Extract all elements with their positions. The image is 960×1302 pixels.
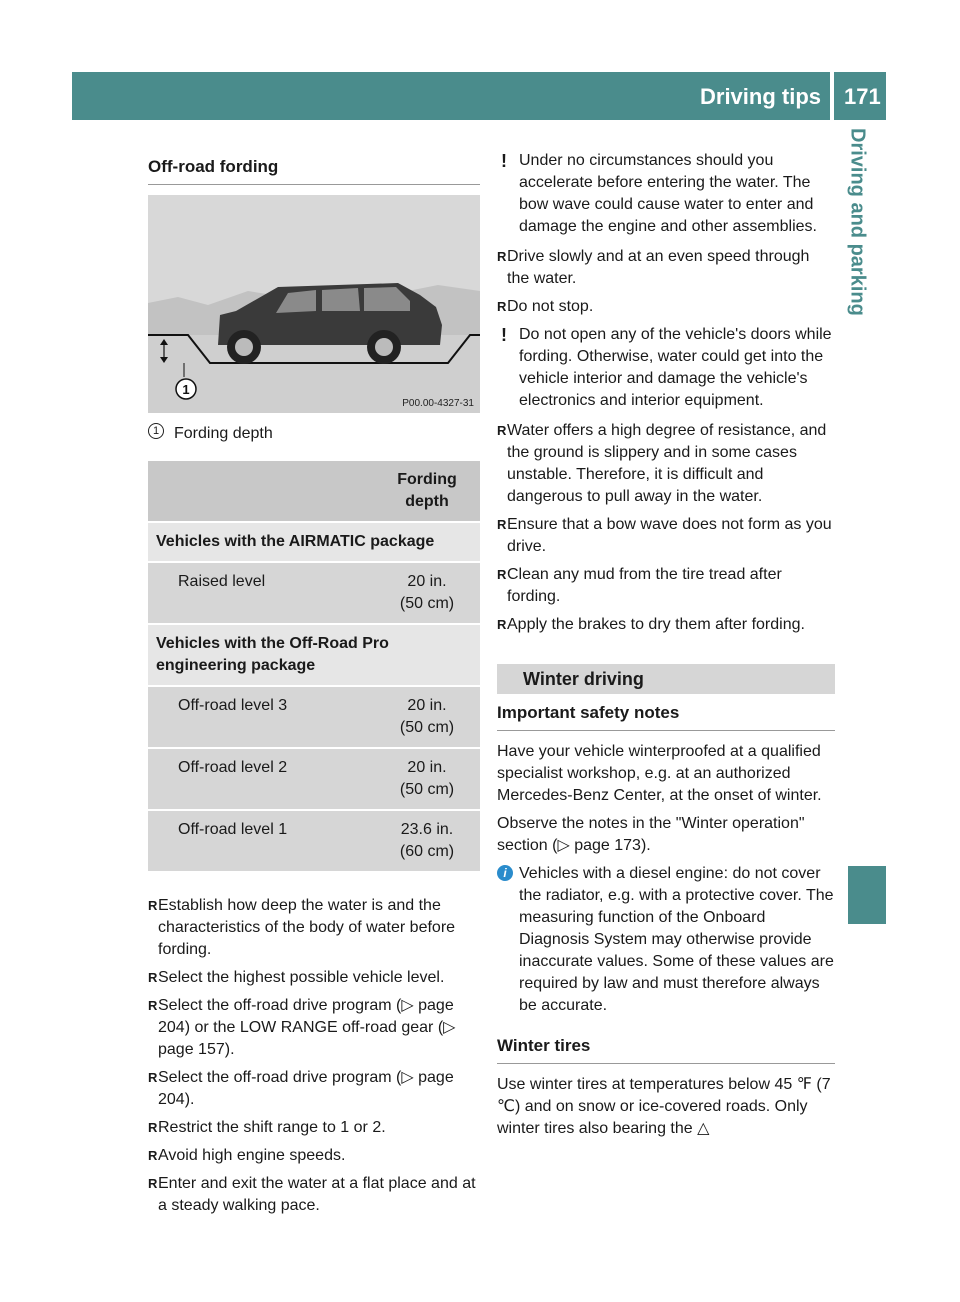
list-item: R Select the off-road drive program (▷ page 204) or the LOW RANGE off-road gear (▷ page 157). [148, 995, 480, 1061]
list-item: R Restrict the shift range to 1 or 2. [148, 1117, 480, 1139]
value-inches: 20 in. [407, 573, 447, 590]
value-inches: 20 in. [407, 759, 447, 776]
paragraph [497, 1074, 835, 1140]
table-cell-label: Raised level [148, 563, 374, 623]
list-item: R Water offers a high degree of resistance, and the ground is slippery and in some cases unstable. Therefore, it is difficult and dangerous to pull away in the water. [497, 420, 835, 508]
list-item: R Enter and exit the water at a flat place and at a steady walking pace. [148, 1173, 480, 1217]
list-item: R Ensure that a bow wave does not form as you drive. [497, 514, 835, 558]
list-item: R Avoid high engine speeds. [148, 1145, 480, 1167]
list-item: R Drive slowly and at an even speed through the water. [497, 246, 835, 290]
table-group-row [148, 625, 480, 685]
exclamation-icon: ! [501, 325, 507, 345]
table-header-fording-depth: Fording depth [374, 461, 480, 521]
table-row [148, 563, 480, 623]
table-header-row [148, 461, 480, 521]
table-header-blank [148, 461, 374, 521]
table-group-offroad-pro: Vehicles with the Off-Road Pro engineering package [148, 625, 480, 685]
warning-text: Under no circumstances should you accelerate before entering the water. The bow wave could cause water to enter and damage the engine and other assemblies. [519, 152, 817, 235]
resistance-list [497, 420, 835, 636]
list-item: R Establish how deep the water is and the characteristics of the body of water before fording. [148, 895, 480, 961]
warning-note [497, 150, 835, 238]
mountain-snowflake-icon: △ [697, 1120, 710, 1137]
value-inches: 23.6 in. [400, 821, 454, 838]
driving-list [497, 246, 835, 318]
table-row [148, 749, 480, 809]
table-row [148, 811, 480, 871]
warning-note [497, 324, 835, 412]
side-tab-marker [848, 866, 886, 924]
fording-illustration [148, 195, 480, 413]
side-tab-label: Driving and parking [846, 128, 869, 316]
header-section-title: Driving tips [700, 84, 822, 109]
value-cm: (60 cm) [399, 843, 455, 860]
figure-code: P00.00-4327-31 [402, 398, 474, 409]
table-cell-value [374, 563, 480, 623]
exclamation-icon: ! [501, 151, 507, 171]
section-band-winter-driving: Winter driving [497, 664, 835, 694]
paragraph: Observe the notes in the "Winter operation" section (▷ page 173). [497, 815, 805, 854]
value-cm: (50 cm) [399, 595, 455, 612]
caption-text: Fording depth [174, 425, 273, 442]
figure-callout-number: 1 [182, 382, 190, 397]
table-group-row [148, 523, 480, 561]
value-cm: (50 cm) [399, 719, 455, 736]
section-title-fording: Off-road fording [148, 150, 480, 185]
table-cell-value [374, 811, 480, 871]
table-cell-value [374, 687, 480, 747]
warning-text: Do not open any of the vehicle's doors while fording. Otherwise, water could get into the vehicle interior and damage the vehicle's electronics and interior equipment. [519, 326, 832, 409]
list-item: R Clean any mud from the tire tread after fording. [497, 564, 835, 608]
winter-tire-text: Use winter tires at temperatures below 45 ℉ (7 ℃) and on snow or ice-covered roads. Only winter tires also bearing the [497, 1076, 831, 1137]
subheading-safety-notes: Important safety notes [497, 694, 835, 731]
list-item: R Do not stop. [497, 296, 835, 318]
table-cell-label: Off-road level 2 [148, 749, 374, 809]
list-item: R Apply the brakes to dry them after fording. [497, 614, 835, 636]
page-number: 171 [844, 84, 881, 109]
right-column [497, 150, 835, 1146]
table-cell-label: Off-road level 1 [148, 811, 374, 871]
paragraph: Have your vehicle winterproofed at a qualified specialist workshop, e.g. at an authorized Mercedes-Benz Center, at the onset of winter. [497, 743, 822, 804]
info-note [497, 863, 835, 1017]
info-icon: i [497, 865, 513, 881]
value-cm: (50 cm) [399, 781, 455, 798]
caption-callout-number: 1 [148, 423, 164, 439]
suv-fording-icon [148, 195, 480, 413]
fording-depth-table [148, 459, 480, 873]
info-text: Vehicles with a diesel engine: do not cover the radiator, e.g. with a protective cover. The measuring function of the Onboard Diagnosis System may otherwise provide inaccurate values. Some of these values are required by law and must therefore always be accurate. [519, 865, 834, 1014]
table-group-airmatic: Vehicles with the AIRMATIC package [148, 523, 480, 561]
list-item: R Select the off-road drive program (▷ page 204). [148, 1067, 480, 1111]
subheading-winter-tires: Winter tires [497, 1027, 835, 1064]
table-cell-label: Off-road level 3 [148, 687, 374, 747]
left-column [148, 150, 480, 1223]
fording-steps-list [148, 895, 480, 1217]
figure-caption [148, 423, 480, 445]
table-cell-value [374, 749, 480, 809]
value-inches: 20 in. [407, 697, 447, 714]
header-separator [830, 72, 834, 120]
table-row [148, 687, 480, 747]
list-item: R Select the highest possible vehicle level. [148, 967, 480, 989]
